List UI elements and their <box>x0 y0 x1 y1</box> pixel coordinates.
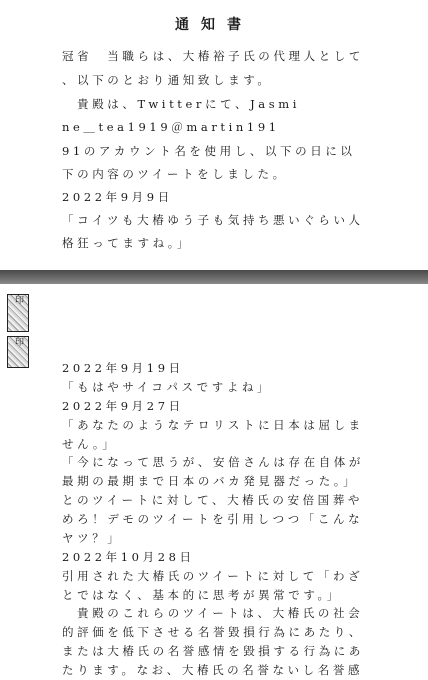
body-line: せん。」 <box>62 437 118 451</box>
body-line: 最期の最期まで日本のバカ発見器だった。」 <box>62 474 359 488</box>
seal-stamp-label: 印 <box>13 295 23 304</box>
body-line: 「もはやサイコパスですよね」 <box>62 380 273 394</box>
body-line: 「今になって思うが、安倍さんは存在自体が <box>62 455 364 469</box>
document-title: 通知書 <box>175 17 253 33</box>
quote-line: 格狂ってますね。」 <box>62 236 193 250</box>
body-line: めろ！デモのツイートを引用しつつ「こんな <box>62 512 364 526</box>
body-line: たります。なお、大椿氏の名誉ないし名誉感 <box>62 663 364 677</box>
body-line: ne＿tea1919＠martin191 <box>62 120 280 134</box>
body-line: ヤツ？」 <box>62 531 123 545</box>
body-line: 91のアカウント名を使用し、以下の日に以 <box>62 144 356 158</box>
body-line: 2022年9月27日 <box>62 399 184 413</box>
body-line: 的評価を低下させる名誉毀損行為にあたり、 <box>62 625 364 639</box>
body-line: 2022年9月19日 <box>62 361 184 375</box>
body-line: 下の内容のツイートをしました。 <box>62 167 288 181</box>
body-line: 貴殿のこれらのツイートは、大椿氏の社会 <box>62 606 364 620</box>
seal-stamp-label: 印 <box>13 337 23 346</box>
date-line: 2022年9月9日 <box>62 190 173 204</box>
body-line: とではなく、基本的に思考が異常です。」 <box>62 588 342 602</box>
body-line: 2022年10月28日 <box>62 550 195 564</box>
body-line: とのツイートに対して、大椿氏の安倍国葬や <box>62 493 363 507</box>
body-line: または大椿氏の名誉感情を毀損する行為にあ <box>62 644 364 658</box>
document-page-2 <box>0 284 428 680</box>
body-line: 、以下のとおり通知致します。 <box>62 73 273 87</box>
body-line: 冠省 当職らは、大椿裕子氏の代理人として <box>62 49 364 63</box>
body-line: 「あなたのようなテロリストに日本は屈しま <box>62 418 364 432</box>
body-line: 引用された大椿氏のツイートに対して「わざ <box>62 569 364 583</box>
quote-line: 「コイツも大椿ゆう子も気持ち悪いぐらい人 <box>62 213 364 227</box>
seal-stamp <box>7 294 29 332</box>
seal-stamp <box>7 336 29 368</box>
page-separator <box>0 270 428 284</box>
document-page-1 <box>0 0 428 270</box>
body-line: 貴殿は、Twitterにて、Jasmi <box>62 97 301 111</box>
